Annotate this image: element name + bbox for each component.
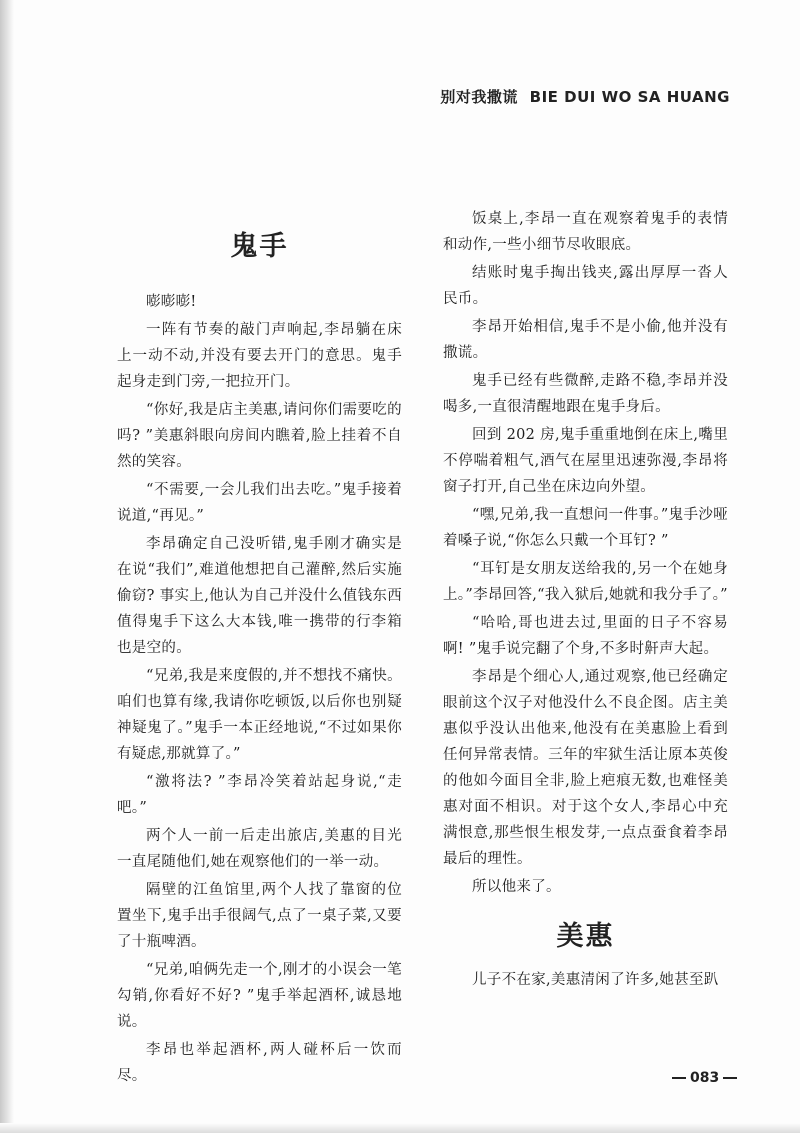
paragraph: “兄弟,我是来度假的,并不想找不痛快。咱们也算有缘,我请你吃顿饭,以后你也别疑神疑鬼了。”鬼手一本正经地说,“不过如果你有疑虑,那就算了。” (117, 668, 402, 762)
paragraph: 嘭嘭嘭! (146, 294, 197, 310)
paragraph: 李昂开始相信,鬼手不是小偷,他并没有撒谎。 (443, 319, 728, 361)
page-bottom-edge (0, 1123, 800, 1133)
left-column (117, 206, 402, 1091)
paragraph: 李昂也举起酒杯,两人碰杯后一饮而尽。 (117, 1042, 402, 1084)
running-header-pinyin: BIE DUI WO SA HUANG (529, 88, 730, 106)
right-column (443, 206, 728, 995)
paragraph: 回到 202 房,鬼手重重地倒在床上,嘴里不停喘着粗气,酒气在屋里迅速弥漫,李昂将窗子打开,自己坐在床边向外望。 (443, 427, 728, 495)
page-spine-shadow (0, 0, 14, 1133)
paragraph: “哈哈,哥也进去过,里面的日子不容易啊! ”鬼手说完翻了个身,不多时鼾声大起。 (443, 615, 728, 657)
running-header-title: 别对我撒谎 (440, 88, 518, 106)
paragraph: 儿子不在家,美惠清闲了许多,她甚至趴 (472, 972, 719, 988)
paragraph: 鬼手已经有些微醉,走路不稳,李昂并没喝多,一直很清醒地跟在鬼手身后。 (443, 373, 728, 415)
paragraph: 李昂是个细心人,通过观察,他已经确定眼前这个汉子对他没什么不良企图。店主美惠似乎没认出他来,他没有在美惠脸上看到任何异常表情。三年的牢狱生活让原本英俊的他如今面目全非,脸上疤痕无数,也难怪美惠对面不相识。对于这个女人,李昂心中充满恨意,那些恨生根发芽,一点点蚕食着李昂最后的理性。 (443, 669, 728, 867)
paragraph: “兄弟,咱俩先走一个,刚才的小误会一笔勾销,你看好不好? ”鬼手举起酒杯,诚恳地说。 (117, 962, 402, 1030)
paragraph: 所以他来了。 (472, 879, 561, 895)
paragraph: “耳钉是女朋友送给我的,另一个在她身上。”李昂回答,“我入狱后,她就和我分手了。” (443, 561, 728, 603)
dash-left (672, 1077, 686, 1079)
dash-right (723, 1077, 737, 1079)
paragraph: 隔壁的江鱼馆里,两个人找了靠窗的位置坐下,鬼手出手很阔气,点了一桌子菜,又要了十瓶啤酒。 (117, 882, 402, 950)
paragraph: 结账时鬼手掏出钱夹,露出厚厚一沓人民币。 (443, 265, 728, 307)
paragraph: 一阵有节奏的敲门声响起,李昂躺在床上一动不动,并没有要去开门的意思。鬼手起身走到门旁,一把拉开门。 (117, 322, 402, 390)
page-number (668, 1070, 741, 1086)
page-number-value: 083 (690, 1070, 720, 1086)
paragraph: 李昂确定自己没听错,鬼手刚才确实是在说“我们”,难道他想把自己灌醉,然后实施偷窃? 事实上,他认为自己并没什么值钱东西值得鬼手下这么大本钱,唯一携带的行李箱也是空的。 (117, 536, 402, 656)
section-title-guishou: 鬼手 (230, 231, 289, 262)
paragraph: “不需要,一会儿我们出去吃。”鬼手接着说道,“再见。” (117, 482, 402, 524)
paragraph: 两个人一前一后走出旅店,美惠的目光一直尾随他们,她在观察他们的一举一动。 (117, 828, 402, 870)
section-title-meihui: 美惠 (556, 921, 615, 952)
paragraph: 饭桌上,李昂一直在观察着鬼手的表情和动作,一些小细节尽收眼底。 (443, 211, 728, 253)
paragraph: “你好,我是店主美惠,请问你们需要吃的吗? ”美惠斜眼向房间内瞧着,脸上挂着不自然的笑容。 (117, 402, 402, 470)
paragraph: “嘿,兄弟,我一直想问一件事。”鬼手沙哑着嗓子说,“你怎么只戴一个耳钉? ” (443, 507, 728, 549)
paragraph: “激将法? ”李昂冷笑着站起身说,“走吧。” (117, 774, 402, 816)
running-header (440, 86, 730, 107)
